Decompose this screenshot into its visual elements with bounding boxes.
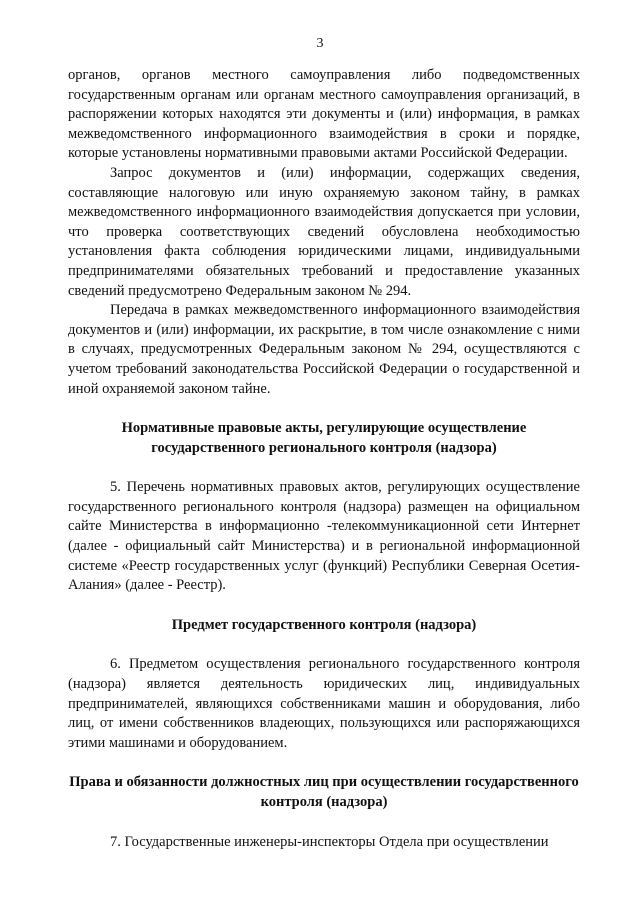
section-heading-legal-acts: Нормативные правовые акты, регулирующие осуществление государственного регионального контроля (надзора) (121, 420, 527, 456)
paragraph-item-6: 6. Предметом осуществления регионального государственного контроля (надзора) является деятельность юридических лиц, индивидуальных предпринимателей, являющихся собственниками машин и оборудования, либо лиц, от имени собственников владеющих, пользующихся или распоряжающихся этими машинами и оборудованием. (68, 656, 580, 751)
document-body (68, 66, 580, 852)
paragraph-continuation: органов, органов местного самоуправления либо подведомственных государственным органам или органам местного самоуправления организаций, в распоряжении которых находятся эти документы и (или) информация, в рамках межведомственного информационного взаимодействия в сроки и порядке, которые установлены нормативными правовыми актами Российской Федерации. (68, 67, 580, 162)
paragraph-transfer-documents: Передача в рамках межведомственного информационного взаимодействия документов и (или) информации, их раскрытие, в том числе ознакомление с ними в случаях, предусмотренных Федеральным законом № 294, осуществляются с учетом требований законодательства Российской Федерации о государственной и иной охраняемой законом тайне. (68, 302, 580, 397)
page-number: 3 (316, 36, 324, 51)
paragraph-item-7: 7. Государственные инженеры-инспекторы Отдела при осуществлении (110, 833, 549, 850)
paragraph-request-documents: Запрос документов и (или) информации, содержащих сведения, составляющие налоговую или иную охраняемую законом тайну, в рамках межведомственного информационного взаимодействия допускается при условии, что проверка соответствующих сведений обусловлена необходимостью установления факта соблюдения юридическими лицами, индивидуальными предпринимателями обязательных требований и предоставление указанных сведений предусмотрено Федеральным законом № 294. (68, 164, 580, 299)
section-heading-rights-duties: Права и обязанности должностных лиц при осуществлении государственного контроля (надзора) (69, 774, 579, 810)
section-heading-subject: Предмет государственного контроля (надзора) (171, 616, 477, 633)
paragraph-item-5: 5. Перечень нормативных правовых актов, регулирующих осуществление государственного регионального контроля (надзора) размещен на официальном сайте Министерства в информационно -телекоммуникационной сети Интернет (далее - официальный сайт Министерства) и в региональной информационной системе «Реестр государственных услуг (функций) Республики Северная Осетия-Алания» (далее - Реестр). (68, 479, 580, 594)
